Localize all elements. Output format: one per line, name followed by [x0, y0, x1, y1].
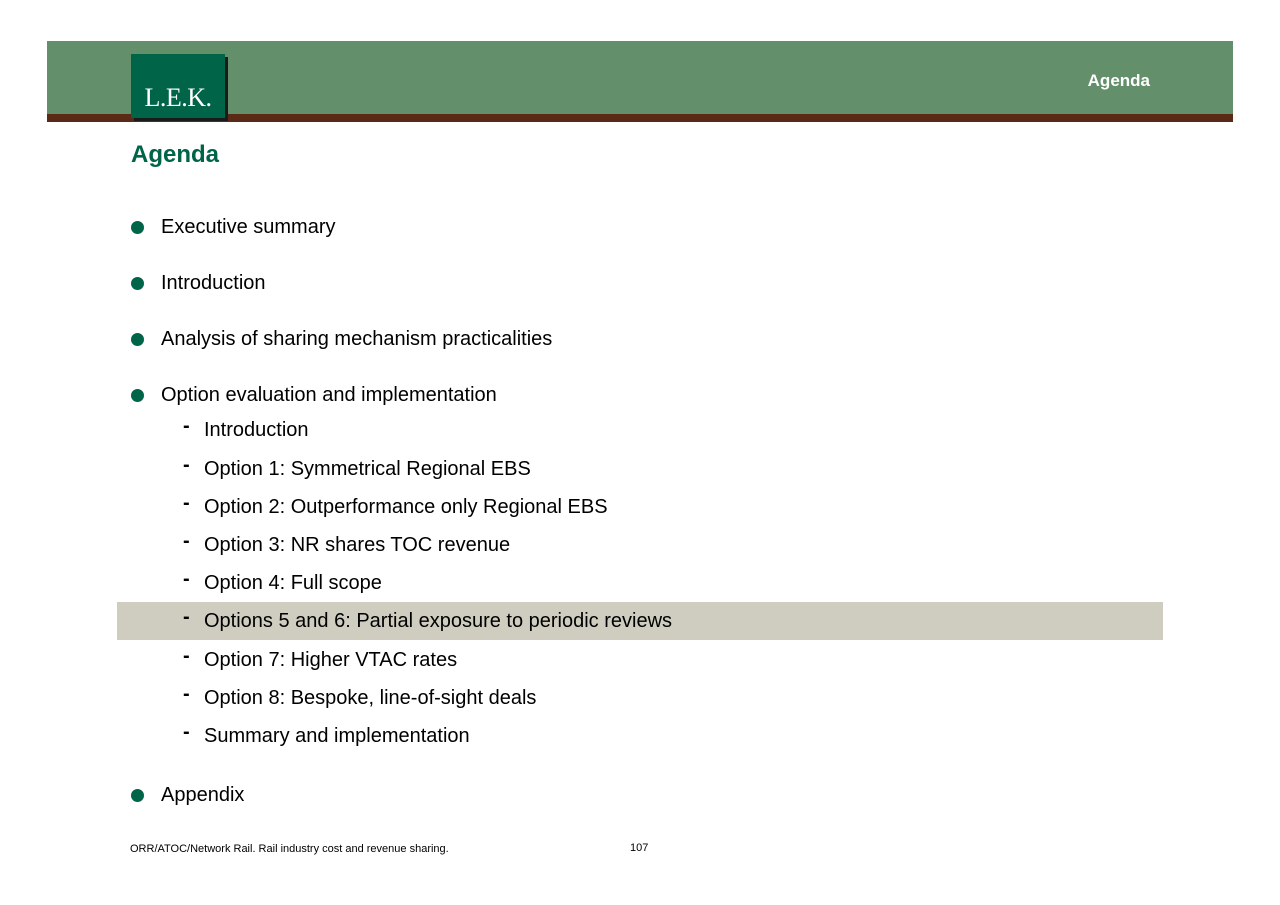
agenda-item-label: Option evaluation and implementation: [161, 383, 497, 406]
agenda-item-label: Appendix: [161, 783, 245, 806]
bullet-icon: [131, 221, 144, 234]
agenda-item-executive-summary: [131, 214, 336, 240]
bullet-icon: [131, 389, 144, 402]
agenda-subitem-label: Introduction: [204, 418, 309, 441]
dash-icon: -: [183, 491, 190, 514]
agenda-subitem: [183, 414, 309, 443]
dash-icon: -: [183, 644, 190, 667]
dash-icon: -: [183, 720, 190, 743]
footer-source: ORR/ATOC/Network Rail. Rail industry cost and revenue sharing.: [130, 843, 449, 855]
agenda-subitem: [183, 567, 382, 596]
bullet-icon: [131, 789, 144, 802]
agenda-item-option-evaluation: [131, 382, 497, 408]
agenda-subitem-current: [183, 605, 673, 634]
agenda-item-appendix: [131, 782, 244, 808]
agenda-subitem-label: Option 8: Bespoke, line-of-sight deals: [204, 686, 537, 709]
page-number: 107: [630, 842, 649, 854]
dash-icon: -: [183, 682, 190, 705]
dash-icon: -: [183, 605, 190, 628]
agenda-item-label: Analysis of sharing mechanism practicalities: [161, 327, 553, 350]
dash-icon: -: [183, 567, 190, 590]
lek-logo: [131, 54, 225, 118]
bullet-icon: [131, 277, 144, 290]
agenda-subitem-label: Option 2: Outperformance only Regional EBS: [204, 495, 608, 518]
agenda-item-label: Introduction: [161, 271, 266, 294]
agenda-subitem: [183, 491, 608, 520]
agenda-subitem: [183, 453, 531, 482]
logo-text: L.E.K.: [144, 83, 212, 112]
agenda-subitem: [183, 644, 458, 673]
agenda-subitem-label: Option 1: Symmetrical Regional EBS: [204, 457, 531, 480]
agenda-subitem-label: Option 3: NR shares TOC revenue: [204, 533, 511, 556]
agenda-item-analysis: [131, 326, 552, 352]
agenda-item-label: Executive summary: [161, 215, 336, 238]
page-title: Agenda: [131, 141, 220, 168]
agenda-item-introduction: [131, 270, 266, 296]
agenda-subitem: [183, 529, 511, 558]
agenda-subitem: [183, 682, 537, 711]
agenda-subitem-label: Option 4: Full scope: [204, 571, 382, 594]
agenda-subitem-label: Options 5 and 6: Partial exposure to periodic reviews: [204, 609, 673, 632]
dash-icon: -: [183, 453, 190, 476]
agenda-subitem-label: Option 7: Higher VTAC rates: [204, 648, 458, 671]
header-section-label: Agenda: [1087, 71, 1150, 90]
dash-icon: -: [183, 414, 190, 437]
dash-icon: -: [183, 529, 190, 552]
bullet-icon: [131, 333, 144, 346]
agenda-subitem-label: Summary and implementation: [204, 724, 470, 747]
agenda-subitem: [183, 720, 470, 749]
